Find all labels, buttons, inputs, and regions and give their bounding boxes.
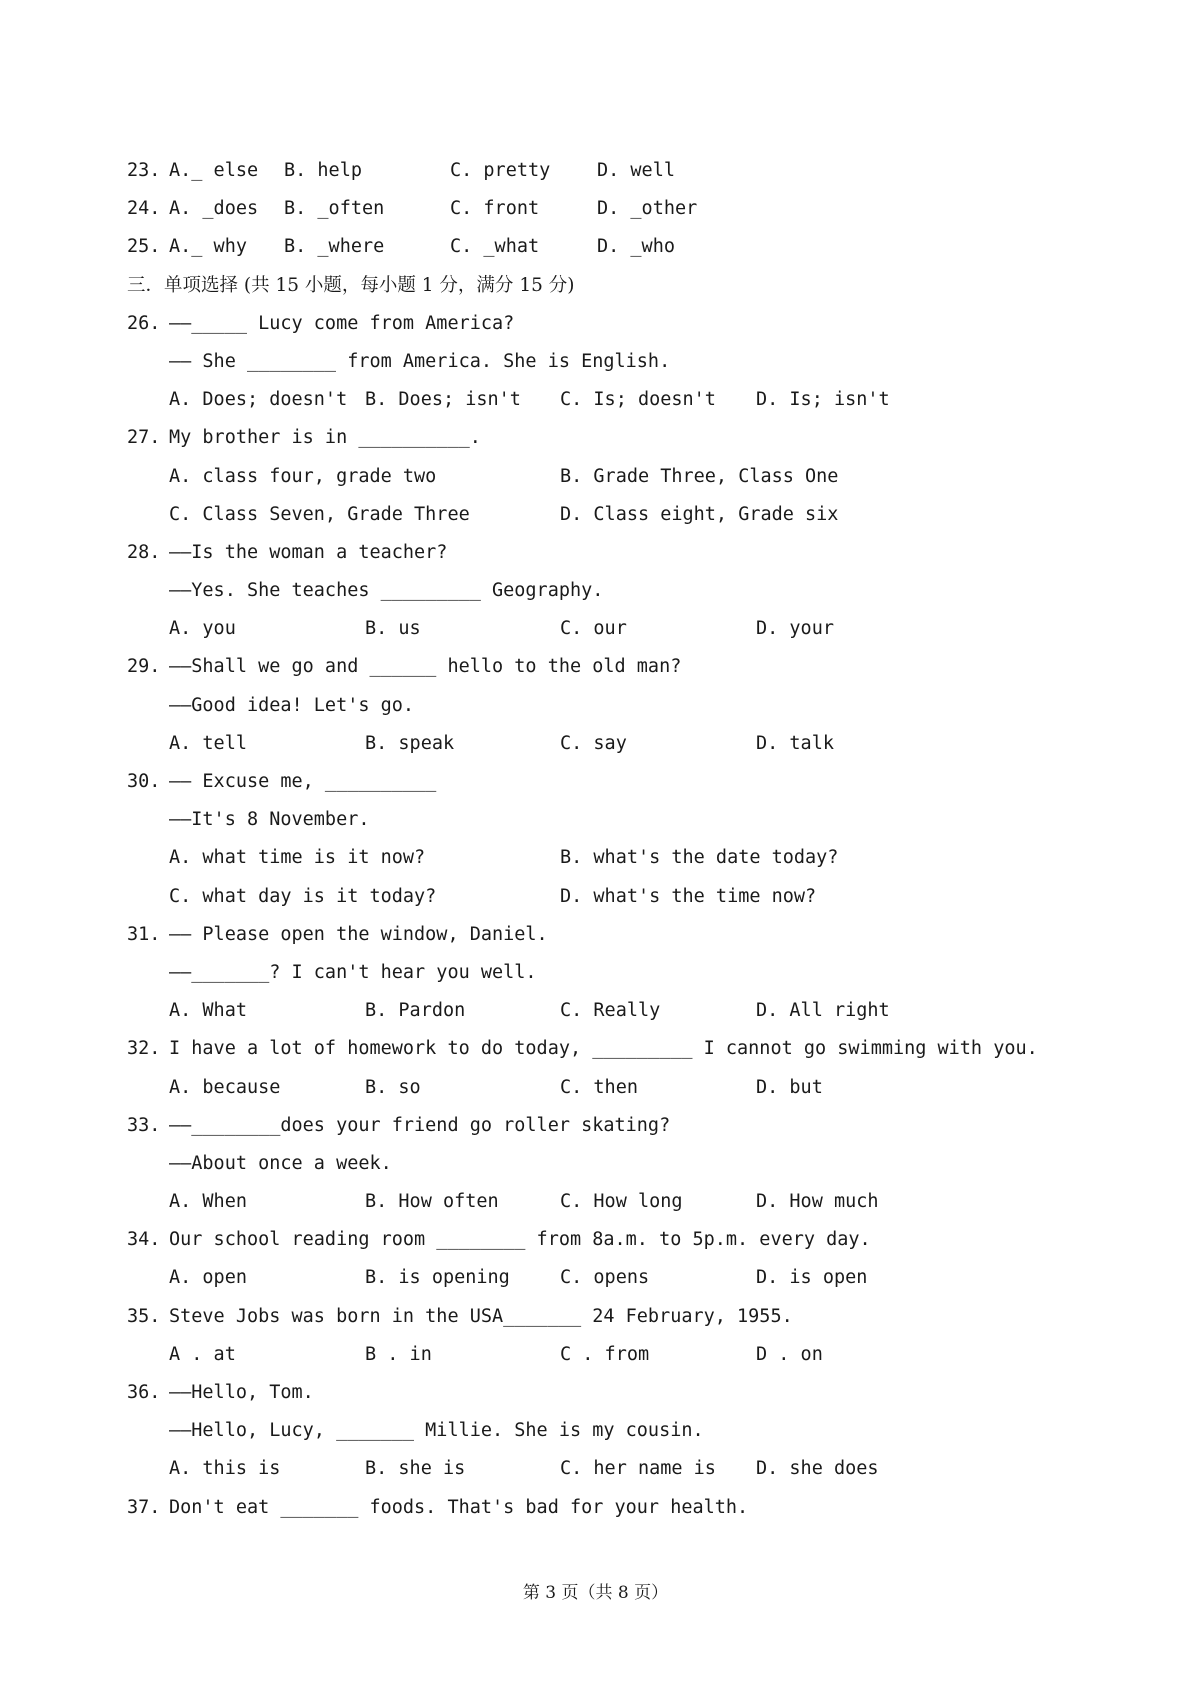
question-text: ——Shall we go and ______ hello to the old man?	[169, 656, 682, 678]
option-b: B. Does; isn't	[365, 389, 521, 411]
option-c: C. opens	[560, 1267, 650, 1289]
answer-options	[127, 1069, 1107, 1107]
answer-options	[127, 992, 1107, 1030]
question-text: I have a lot of homework to do today, _________ I cannot go swimming with you.	[169, 1038, 1038, 1060]
option-b: B. so	[365, 1076, 421, 1098]
option-d: D. she does	[756, 1458, 879, 1480]
answer-options	[127, 1336, 1107, 1374]
question-text: ——_______? I can't hear you well.	[169, 961, 537, 983]
option-a: A . at	[169, 1343, 236, 1365]
question-text: ——It's 8 November.	[169, 809, 370, 831]
question-dialogue-line	[127, 1412, 1107, 1450]
option-b: B. How often	[365, 1191, 499, 1213]
option-c: C. Is; doesn't	[560, 389, 716, 411]
question-dialogue-line	[127, 1145, 1107, 1183]
pronunciation-item	[127, 190, 1107, 228]
question-stem	[127, 1374, 1107, 1412]
question-number: 37.	[127, 1496, 161, 1518]
question-stem	[127, 1030, 1107, 1068]
answer-options	[127, 496, 1107, 534]
question-text: ——Hello, Lucy, _______ Millie. She is my cousin.	[169, 1420, 704, 1442]
question-number: 29.	[127, 656, 161, 678]
question-text: ——Yes. She teaches _________ Geography.	[169, 580, 604, 602]
option-b: B. is opening	[365, 1267, 510, 1289]
question-number: 33.	[127, 1114, 161, 1136]
question-dialogue-line	[127, 572, 1107, 610]
question-text: —— Please open the window, Daniel.	[169, 923, 548, 945]
question-dialogue-line	[127, 687, 1107, 725]
option-b: B. _often	[284, 198, 385, 220]
option-b: B . in	[365, 1343, 432, 1365]
question-dialogue-line	[127, 343, 1107, 381]
question-text: ——________does your friend go roller skating?	[169, 1114, 671, 1136]
question-number: 28.	[127, 541, 161, 563]
option-b: B. us	[365, 618, 421, 640]
question-text: Our school reading room ________ from 8a.m. to 5p.m. every day.	[169, 1229, 871, 1251]
option-d: D. Class eight, Grade six	[560, 503, 839, 525]
pronunciation-item	[127, 152, 1107, 190]
option-a: A. class four, grade two	[169, 465, 437, 487]
option-a: A. tell	[169, 732, 247, 754]
answer-options	[127, 725, 1107, 763]
option-a: A. this is	[169, 1458, 281, 1480]
answer-options	[127, 878, 1107, 916]
question-stem	[127, 763, 1107, 801]
option-c: C. Really	[560, 1000, 661, 1022]
option-d: D. your	[756, 618, 834, 640]
option-c: C. our	[560, 618, 627, 640]
page-footer: 第 3 页（共 8 页）	[522, 1583, 669, 1603]
question-number: 24.	[127, 198, 161, 220]
question-dialogue-line	[127, 801, 1107, 839]
question-text: ——Good idea! Let's go.	[169, 694, 415, 716]
question-number: 23.	[127, 160, 161, 181]
section-heading: 三．单项选择 (共 15 小题，每小题 1 分，满分 15 分)	[127, 274, 575, 296]
option-c: C. _what	[450, 236, 540, 258]
question-text: ——About once a week.	[169, 1152, 392, 1174]
option-d: D. Is; isn't	[756, 389, 890, 411]
answer-options	[127, 839, 1107, 877]
question-stem	[127, 305, 1107, 343]
option-a: A. What	[169, 1000, 247, 1022]
question-text: ——Is the woman a teacher?	[169, 541, 448, 563]
option-c: C. her name is	[560, 1458, 716, 1480]
option-c: C. say	[560, 732, 627, 754]
question-stem	[127, 419, 1107, 457]
option-a: A. Does; doesn't	[169, 389, 348, 411]
option-b: B. Grade Three, Class One	[560, 465, 839, 487]
question-number: 36.	[127, 1382, 161, 1403]
question-stem	[127, 1107, 1107, 1145]
option-c: C . from	[560, 1343, 650, 1365]
option-a: A. you	[169, 618, 236, 640]
option-b: B. she is	[365, 1458, 466, 1480]
question-dialogue-line	[127, 954, 1107, 992]
question-stem	[127, 1298, 1107, 1336]
question-text: ——_____ Lucy come from America?	[169, 312, 515, 334]
option-a: A. _does	[169, 198, 259, 220]
question-stem	[127, 1489, 1107, 1527]
question-text: Steve Jobs was born in the USA_______ 24 February, 1955.	[169, 1305, 793, 1327]
question-stem	[127, 534, 1107, 572]
option-b: B. what's the date today?	[560, 847, 839, 869]
question-number: 26.	[127, 312, 161, 334]
option-d: D. _who	[597, 236, 675, 258]
answer-options	[127, 1183, 1107, 1221]
question-number: 31.	[127, 923, 161, 945]
question-stem	[127, 916, 1107, 954]
question-stem	[127, 1221, 1107, 1259]
question-number: 30.	[127, 771, 161, 792]
option-c: C. front	[450, 198, 540, 220]
question-number: 32.	[127, 1038, 161, 1060]
option-d: D. what's the time now?	[560, 885, 817, 907]
option-d: D . on	[756, 1343, 823, 1365]
answer-options	[127, 1450, 1107, 1488]
question-stem	[127, 648, 1107, 686]
option-d: D. but	[756, 1076, 823, 1098]
option-a: A. open	[169, 1267, 247, 1289]
option-a: A._ else	[169, 160, 259, 181]
question-number: 34.	[127, 1229, 161, 1251]
answer-options	[127, 610, 1107, 648]
option-c: C. what day is it today?	[169, 885, 437, 907]
question-text: My brother is in __________.	[169, 427, 481, 449]
option-d: D. All right	[756, 1000, 890, 1022]
option-a: A. what time is it now?	[169, 847, 426, 869]
option-a: A. because	[169, 1076, 281, 1098]
option-c: C. How long	[560, 1191, 683, 1213]
option-a: A._ why	[169, 236, 247, 258]
question-text: Don't eat _______ foods. That's bad for your health.	[169, 1496, 749, 1518]
question-text: ——Hello, Tom.	[169, 1382, 314, 1403]
option-a: A. When	[169, 1191, 247, 1213]
question-number: 27.	[127, 427, 161, 449]
option-c: C. pretty	[450, 160, 551, 181]
exam-content	[127, 152, 1107, 1527]
option-b: B. Pardon	[365, 1000, 466, 1022]
question-text: —— She ________ from America. She is English.	[169, 350, 671, 372]
question-number: 35.	[127, 1305, 161, 1327]
option-b: B. speak	[365, 732, 455, 754]
answer-options	[127, 458, 1107, 496]
option-c: C. then	[560, 1076, 638, 1098]
option-d: D. well	[597, 160, 675, 181]
option-b: B. help	[284, 160, 362, 181]
answer-options	[127, 381, 1107, 419]
question-text: —— Excuse me, __________	[169, 771, 437, 792]
question-number: 25.	[127, 236, 161, 258]
pronunciation-item	[127, 228, 1107, 266]
option-d: D. _other	[597, 198, 698, 220]
option-d: D. How much	[756, 1191, 879, 1213]
answer-options	[127, 1259, 1107, 1297]
option-b: B. _where	[284, 236, 385, 258]
option-d: D. is open	[756, 1267, 868, 1289]
option-c: C. Class Seven, Grade Three	[169, 503, 470, 525]
option-d: D. talk	[756, 732, 834, 754]
